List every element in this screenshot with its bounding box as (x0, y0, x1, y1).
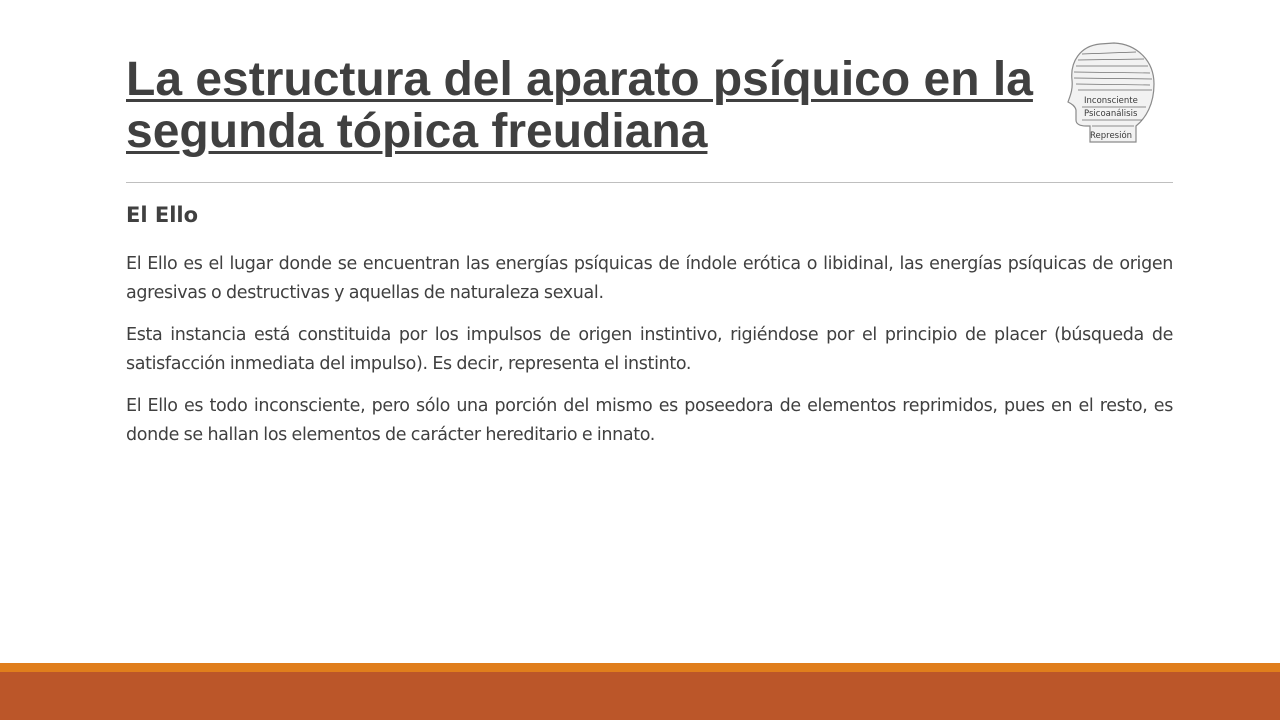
section-heading: El Ello (126, 203, 199, 227)
footer-accent-band (0, 663, 1280, 672)
body-paragraph-3: El Ello es todo inconsciente, pero sólo una porción del mismo es poseedora de elementos reprimidos, pues en el resto, es donde se hallan los elementos de carácter hereditario e innato. (126, 396, 1173, 445)
body-paragraph-1: El Ello es el lugar donde se encuentran las energías psíquicas de índole erótica o libidinal, las energías psíquicas de origen agresivas o destructivas y aquellas de naturaleza sexual. (126, 254, 1173, 303)
head-word-3: Represión (1090, 131, 1133, 141)
head-word-1: Inconsciente (1084, 96, 1138, 106)
slide-body (126, 196, 1173, 463)
footer-band (0, 672, 1280, 720)
slide-title: La estructura del aparato psíquico en la segunda tópica freudiana (126, 53, 1033, 158)
body-paragraph-2: Esta instancia está constituida por los impulsos de origen instintivo, rigiéndose por el principio de placer (búsqueda de satisfacción inmediata del impulso). Es decir, representa el instinto. (126, 325, 1173, 374)
head-word-2: Psicoanálisis (1084, 109, 1138, 119)
title-divider (126, 182, 1173, 183)
head-wordcloud-icon (1066, 40, 1156, 144)
